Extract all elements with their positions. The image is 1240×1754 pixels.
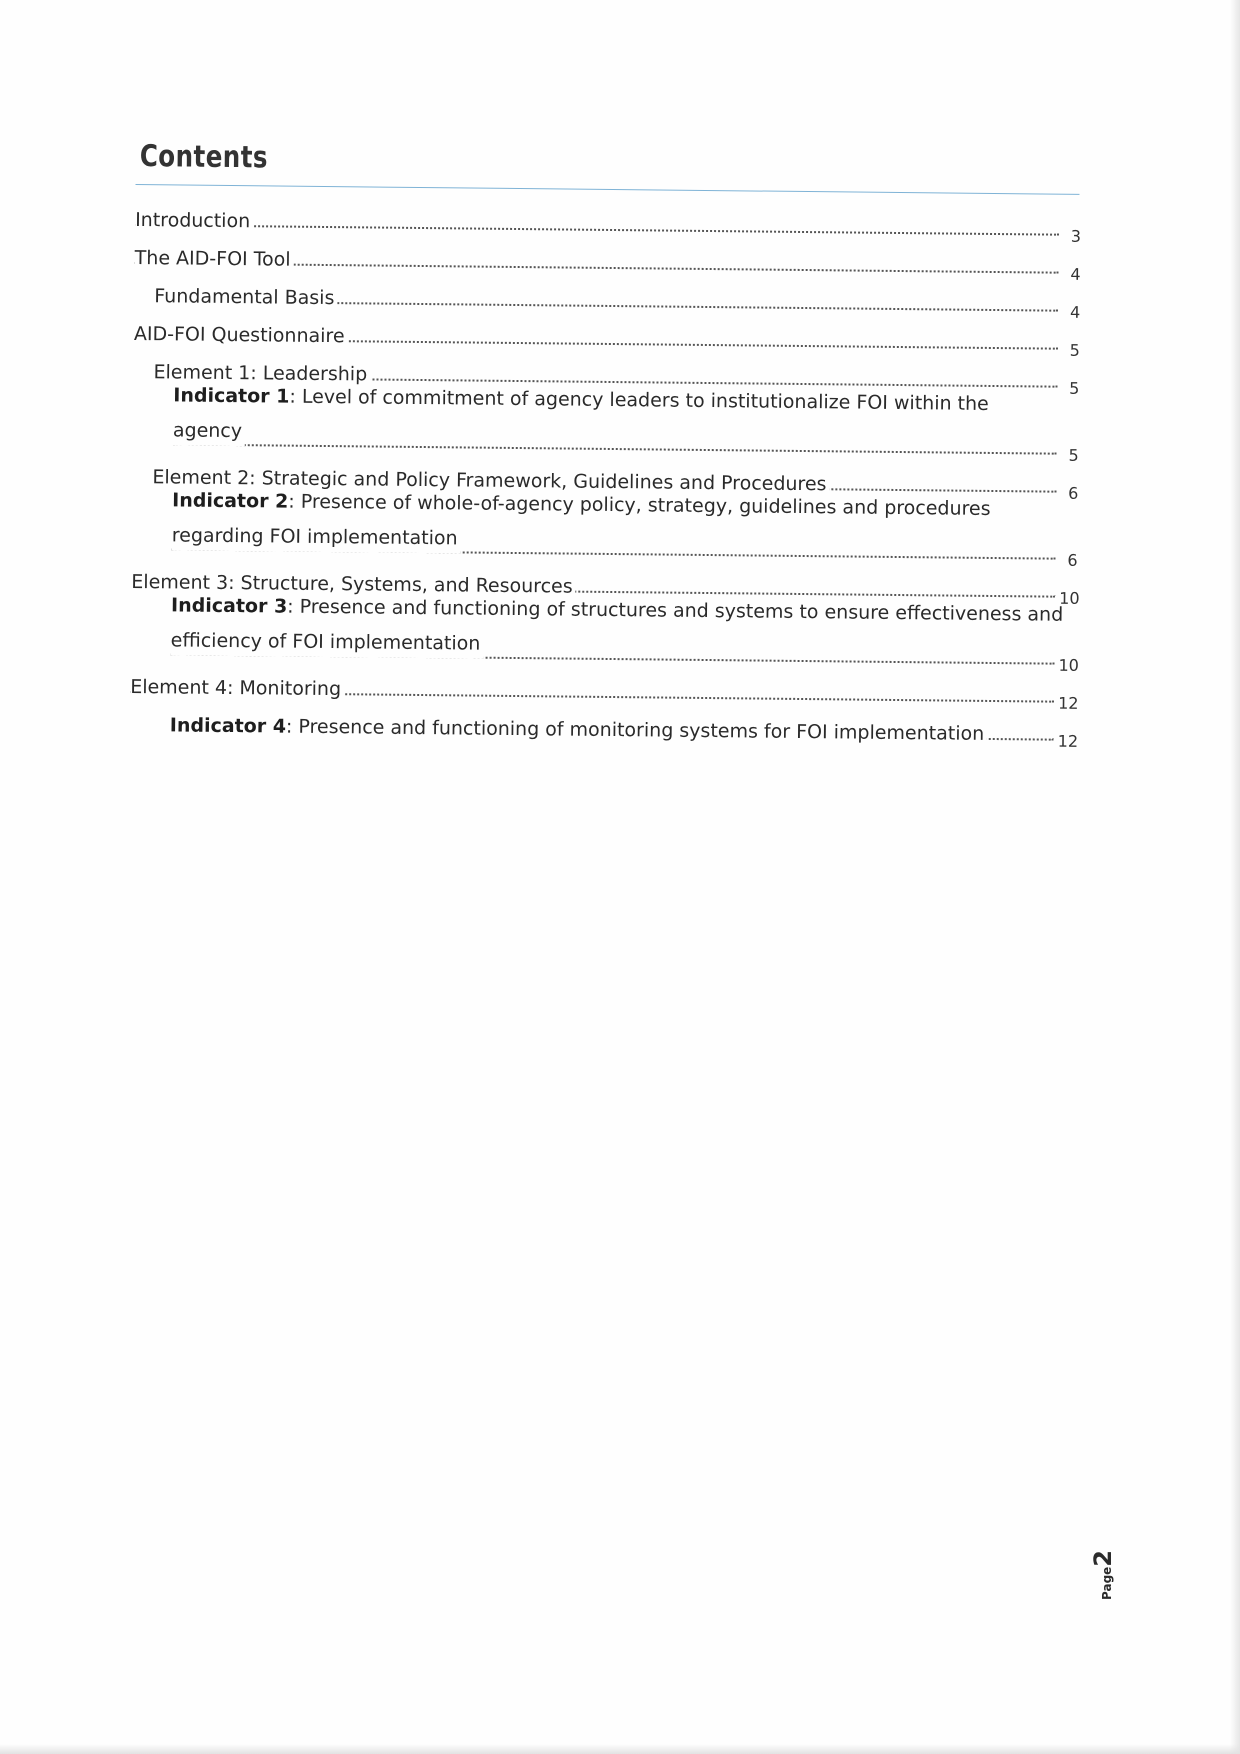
- toc-page-number: 10: [1058, 655, 1079, 675]
- indicator-label: Indicator 4: [169, 713, 287, 738]
- toc-page-number: 6: [1068, 483, 1079, 503]
- toc-entry[interactable]: [130, 658, 1079, 713]
- toc-entry[interactable]: [135, 191, 1082, 246]
- scan-shadow-right: [1230, 0, 1240, 1754]
- toc-entry[interactable]: [134, 229, 1081, 284]
- toc-page-number: 6: [1067, 550, 1078, 570]
- page-number-label: Page: [1100, 1566, 1114, 1600]
- toc-entry-text: AID-FOI Questionnaire: [134, 319, 348, 350]
- table-of-contents: [130, 138, 1082, 751]
- toc-entry-text: The AID-FOI Tool: [135, 243, 294, 274]
- toc-entry-text: Element 1: Leadership: [153, 358, 370, 389]
- toc-page-number: 4: [1070, 264, 1081, 284]
- page-number: [1089, 1549, 1139, 1600]
- toc-entry-list: [130, 191, 1082, 751]
- toc-entry-text: : Presence of whole-of-agency policy, strategy, guidelines and procedures: [288, 490, 991, 520]
- toc-entry-line: [172, 486, 1078, 524]
- toc-entry-text-continued: agency: [173, 416, 245, 446]
- contents-heading: Contents: [139, 139, 269, 176]
- toc-entry-text: : Level of commitment of agency leaders to institutionalize FOI within the: [289, 385, 989, 415]
- toc-page-number: 12: [1058, 693, 1079, 713]
- toc-entry[interactable]: [131, 591, 1079, 675]
- toc-entry-text-continued: efficiency of FOI implementation: [171, 626, 484, 658]
- toc-entry-line: [170, 711, 988, 749]
- indicator-label: Indicator 3: [170, 594, 288, 618]
- indicator-label: Indicator 1: [173, 384, 290, 408]
- toc-page-number: 4: [1069, 302, 1081, 322]
- toc-entry-text: Fundamental Basis: [154, 282, 337, 313]
- toc-entry[interactable]: [132, 486, 1079, 570]
- toc-entry-text: Element 4: Monitoring: [130, 672, 344, 703]
- scan-shadow-bottom: [0, 1744, 1240, 1754]
- toc-entry-line: [173, 381, 1079, 419]
- toc-entry-text: Element 2: Strategic and Policy Framework, Guidelines and Procedures: [152, 463, 829, 499]
- toc-page-number: 5: [1069, 378, 1080, 398]
- toc-entry-line: [171, 591, 1077, 629]
- toc-entry[interactable]: [130, 696, 1079, 751]
- toc-entry-text: : Presence and functioning of monitoring systems for FOI implementation: [286, 712, 988, 748]
- toc-entry-text: : Presence and functioning of structures and systems to ensure effectiveness and: [287, 595, 1064, 626]
- toc-entry[interactable]: [133, 305, 1080, 360]
- toc-page-number: 3: [1070, 226, 1082, 246]
- toc-page-number: 12: [1057, 731, 1079, 751]
- toc-page-number: 5: [1069, 340, 1080, 360]
- toc-entry[interactable]: [134, 267, 1081, 322]
- toc-page-number: 10: [1059, 588, 1080, 608]
- page-number-value: 2: [1089, 1549, 1117, 1567]
- toc-entry-text: Introduction: [135, 205, 253, 235]
- toc-page-number: 5: [1068, 445, 1079, 465]
- toc-entry[interactable]: [133, 381, 1080, 465]
- indicator-label: Indicator 2: [172, 489, 289, 513]
- toc-entry-text: Element 3: Structure, Systems, and Resources: [131, 567, 576, 601]
- toc-entry-text-continued: regarding FOI implementation: [172, 521, 461, 553]
